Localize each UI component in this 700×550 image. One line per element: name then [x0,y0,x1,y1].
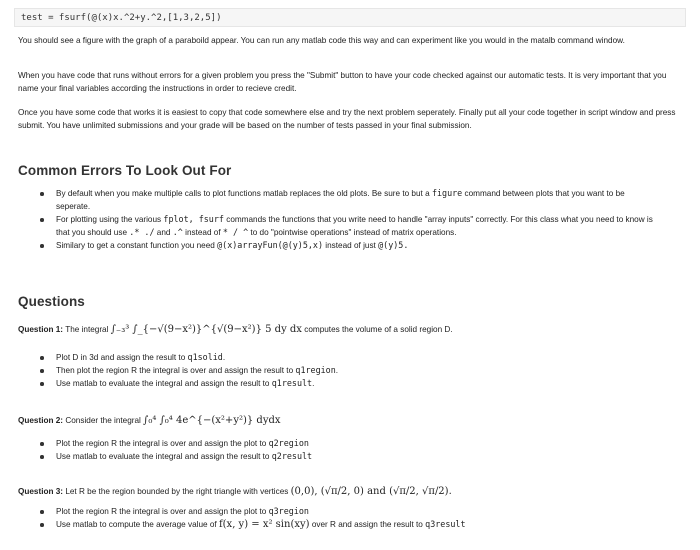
q3-item-2-func: f(x, y) = x² sin(xy) [218,519,310,530]
error-2-text-d: instead of [185,228,221,237]
error-3-code-1: @(x)arrayFun(@(y)5,x) [217,240,324,250]
question-1-integral: ∫₋₃³ ∫_{−√(9−x²)}^{√(9−x²)} 5 dy dx [110,324,302,335]
q2-item-1-text: Plot the region R the integral is over and assign the plot to [56,439,267,448]
question-3-text-a: Let R be the region bounded by the right triangle with vertices [65,487,289,496]
q1-item-region [40,364,660,377]
common-errors-heading: Common Errors To Look Out For [18,163,232,178]
common-errors-list [40,187,660,252]
error-item-constant-function [40,239,660,252]
error-3-text-b: instead of just [325,241,376,250]
intro-paragraph-3: Once you have some code that works it is easiest to copy that code somewhere else and try the next problem seperately. Finally put all your code together in script window and press submit. You have unlimited submissions and your grade will be based on the number of tests passed in your final submission. [18,108,676,130]
q1-item-2-text: Then plot the region R the integral is over and assign the result to [56,366,294,375]
error-2-text-a: For plotting using the various [56,215,162,224]
error-1-text-b: command between plots that you want to be seperate. [56,189,625,211]
error-3-text-a: Similary to get a constant function you need [56,241,215,250]
question-1-label: Question 1: [18,325,64,334]
q1-item-1-end: . [222,353,226,362]
error-item-array-inputs [40,213,660,239]
q1-item-solid [40,351,660,364]
code-example: test = fsurf(@(x)x.^2+y.^2,[1,3,2,5]) [21,13,222,23]
q3-item-2-text-b: over R and assign the result to [311,520,423,529]
question-1-text-a: The integral [65,325,109,334]
error-2-ops: .* ./ [129,227,155,237]
q1-item-result [40,377,660,390]
question-2-list [40,437,660,463]
q3-item-2-code: q3result [425,519,466,529]
error-2-text-b: commands the functions that you write need to handle "array inputs" correctly. For this class what you need to know is that you should use [56,215,653,237]
q1-item-1-code: q1solid [187,352,223,362]
question-1-list [40,351,660,390]
q2-item-result [40,450,660,463]
intro-paragraph-1: You should see a figure with the graph of a paraboild appear. You can run any matlab code this way and can experiment like you would in the matalb command window. [18,36,625,45]
question-3-vertices: (0,0), (√π/2, 0) and (√π/2, √π/2). [290,486,452,497]
error-1-text-a: By default when you make multiple calls to plot functions matlab replaces the old plots. Be sure to but a [56,189,430,198]
questions-heading: Questions [18,294,85,309]
q3-item-region [40,505,660,518]
q1-item-3-end: . [312,379,315,388]
question-2-text-a: Consider the integral [65,416,141,425]
question-2-label: Question 2: [18,416,64,425]
error-2-text-e: to do "pointwise operations" instead of matrix operations. [250,228,457,237]
question-2-integral: ∫₀⁴ ∫₀⁴ 4e^{−(x²+y²)} dydx [143,415,281,426]
error-2-op3: .^ [172,227,183,237]
error-3-code-2: @(y)5. [378,240,409,250]
q3-item-1-code: q3region [268,506,309,516]
q2-item-2-text: Use matlab to evaluate the integral and assign the result to [56,452,270,461]
intro-paragraph-2: When you have code that runs without errors for a given problem you press the "Submit" button to have your code checked against our automatic tests. It is very important that you name your final variables according the instructions in order to recieve credit. [18,71,667,93]
q3-item-average [40,518,660,531]
question-3 [18,485,678,498]
q2-item-region [40,437,660,450]
error-2-text-c: and [156,228,171,237]
question-3-list [40,505,660,531]
question-2 [18,414,678,427]
q3-item-1-text: Plot the region R the integral is over and assign the plot to [56,507,267,516]
question-1-text-b: computes the volume of a solid region D. [304,325,453,334]
q1-item-2-end: . [335,366,339,375]
q2-item-2-code: q2result [271,451,313,461]
error-item-figure [40,187,660,213]
q1-item-3-text: Use matlab to evaluate the integral and assign the result to [56,379,270,388]
code-example-box [14,8,686,27]
question-1 [18,323,678,336]
q1-item-1-text: Plot D in 3d and assign the result to [56,353,186,362]
q3-item-2-text: Use matlab to compute the average value of [56,520,217,529]
q1-item-2-code: q1region [295,365,336,375]
error-2-code: fplot, fsurf [163,214,224,224]
error-2-ops-bad: * / ^ [222,227,249,237]
question-3-label: Question 3: [18,487,64,496]
error-1-code: figure [431,188,463,198]
q2-item-1-code: q2region [268,438,309,448]
q1-item-3-code: q1result [271,378,313,388]
